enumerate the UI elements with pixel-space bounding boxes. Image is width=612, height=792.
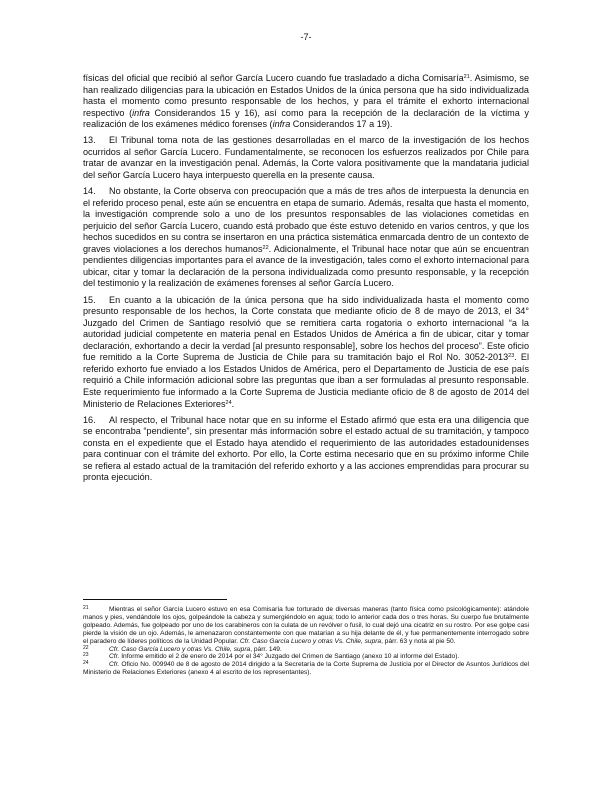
text-run: Mientras el señor García Lucero estuvo en esa Comisaría fue torturado de diversas maneras (tanto física como psicológicamente): atándole manos y pies, vendándole los ojos, golpeándole la cabeza y sumergiéndolo en agua; todo lo anterior cada dos o tres horas. Su cuerpo fue brutalmente golpeado. Además, fue golpeado por uno de los carabineros con la culata de un revólver o fusil, lo cual dejó una cicatriz en su rostro. Por ese golpe casi pierde la visión de un ojo. Además, le amenazaron constantemente con que matarían a su hija delante de él, y fue permanentemente interrogado sobre el paradero de líderes políticos de la Unidad Popular.: [83, 606, 529, 645]
italic-text: Cfr.: [109, 653, 120, 661]
text-run: físicas del oficial que recibió al señor García Lucero cuando fue trasladado a dicha Comisaría: [83, 73, 464, 83]
text-run: . El referido exhorto fue enviado a los Estados Unidos de América, pero el Departamento de Justicia de ese país requirió a Chile información adicional sobre las preguntas que iban a ser formuladas al presunto responsable. Este requerimiento fue informado a la Corte Suprema de Justicia mediante oficio de 8 de agosto de 2014 del Ministerio de Relaciones Exteriores: [83, 352, 529, 409]
footnote-separator: [83, 599, 227, 600]
italic-text: infra: [132, 107, 150, 118]
paragraph-number: 15.: [83, 294, 96, 305]
text-run: , párr. 149.: [250, 645, 282, 653]
footnote-number: 21: [83, 605, 89, 611]
footnote: [83, 606, 529, 646]
text-run: . Adicionalmente, el Tribunal hace notar que aún se encuentran pendientes diligencias importantes para el avance de la investigación, tales como el exhorto internacional para ubicar, citar y tomar la declaración de la persona individualizada como presunto responsable, y la recepción del testimonio y la realización de exámenes forenses al señor García Lucero.: [83, 243, 529, 289]
text-run: , párr. 63 y nota al pie 50.: [381, 637, 456, 645]
footnotes: [83, 606, 529, 677]
footnote-number: 24: [83, 660, 89, 667]
text-run: Al respecto, el Tribunal hace notar que en su informe el Estado afirmó que esta era una diligencia que se encontraba “pendiente”, sin presentar más información sobre el estado actual de su tramitación, y tampoco consta en el expediente que el Estado haya atendido el requerimiento de las autoridades estadounidenses para continuar con el trámite del exhorto. Por ello, la Corte estima necesario que en su próximo informe Chile se refiera al estado actual de la tramitación del referido exhorto y a las acciones emprendidas para procurar su pronta ejecución.: [83, 414, 529, 483]
text-run: No obstante, la Corte observa con preocupación que a más de tres años de interpuesta la denuncia en el referido proceso penal, este aún se encuentra en etapa de sumario. Además, resalta que hasta el momento, la investigación comprende solo a uno de los presuntos responsables de las violaciones cometidas en perjuicio del señor García Lucero, cuando está probado que éste estuvo detenido en varios centros, y que los hechos sucedidos en su contra se insertaron en una práctica sistemática enmarcada dentro de un contexto de graves violaciones a los derechos humanos: [83, 186, 529, 254]
text-run: En cuanto a la ubicación de la única persona que ha sido individualizada hasta el momento como presunto responsable de los hechos, la Corte constata que mediante oficio de 8 de mayo de 2013, el 34° Juzgado del Crimen de Santiago resolvió que se remitiera carta rogatoria o exhorto internacional “a la autoridad judicial competente en materia penal en Estados Unidos de América a fin de ubicar, citar y tomar declaración, exhortando a decir la verdad [al presunto responsable], sobre los hechos del proceso”. Este oficio fue remitido a la Corte Suprema de Justicia de Chile para su tramitación bajo el Rol No. 3052-2013: [83, 294, 529, 363]
text-run: .: [231, 398, 235, 409]
paragraph: [83, 295, 529, 410]
footnote-number: 22: [83, 644, 89, 651]
paragraph: [83, 135, 529, 181]
footnote-reference: 23: [508, 353, 515, 360]
paragraph-number: 16.: [83, 414, 96, 425]
footnote-number: 23: [83, 652, 89, 659]
text-run: . Asimismo, se han realizado diligencias para la ubicación en Estados Unidos de la única persona que ha sido individualizada hasta el momento como presunto responsable de los hechos, y para el trámite el exhorto internacional respectivo (: [83, 73, 529, 118]
italic-text: Cfr. Caso García Lucero y otras Vs. Chile, supra: [109, 645, 251, 653]
paragraph-number: 13.: [83, 135, 96, 146]
footnote-reference: 22: [262, 244, 269, 251]
text-run: Considerandos 15 y 16), así como para la recepción de la declaración de la víctima y realización de los exámenes médico forenses (: [83, 107, 529, 130]
text-run: El Tribunal toma nota de las gestiones desarrolladas en el marco de la investigación de los hechos ocurridos al señor García Lucero. Fundamentalmente, se reconocen los esfuerzos realizados por Chile para tratar de avanzar en la investigación penal. Además, la Corte valora positivamente que la mandataria judicial del señor García Lucero haya interpuesto querella en la presente causa.: [83, 135, 529, 180]
footnote-reference: 24: [225, 399, 232, 406]
footnote: [83, 661, 529, 677]
text-run: Considerandos 17 a 19).: [290, 119, 393, 130]
text-run: Oficio No. 009940 de 8 de agosto de 2014 dirigido a la Secretaría de la Corte Suprema de Justicia por el Director de Asuntos Jurídicos del Ministerio de Relaciones Exteriores (anexo 4 al escrito de los representantes).: [83, 661, 529, 677]
paragraph: [83, 73, 529, 131]
body-text: [83, 73, 529, 489]
italic-text: infra: [272, 119, 291, 130]
footnote-reference: 21: [463, 74, 470, 80]
text-run: Informe emitido el 2 de enero de 2014 por el 34° Juzgado del Crimen de Santiago (anexo 10 al informe del Estado).: [119, 653, 460, 661]
paragraph: [83, 415, 529, 484]
paragraph: [83, 186, 529, 290]
paragraph-number: 14.: [83, 186, 96, 197]
italic-text: Cfr.: [109, 661, 120, 669]
page-number: -7-: [300, 32, 312, 42]
italic-text: Cfr. Caso García Lucero y otras Vs. Chile, supra: [239, 637, 382, 645]
